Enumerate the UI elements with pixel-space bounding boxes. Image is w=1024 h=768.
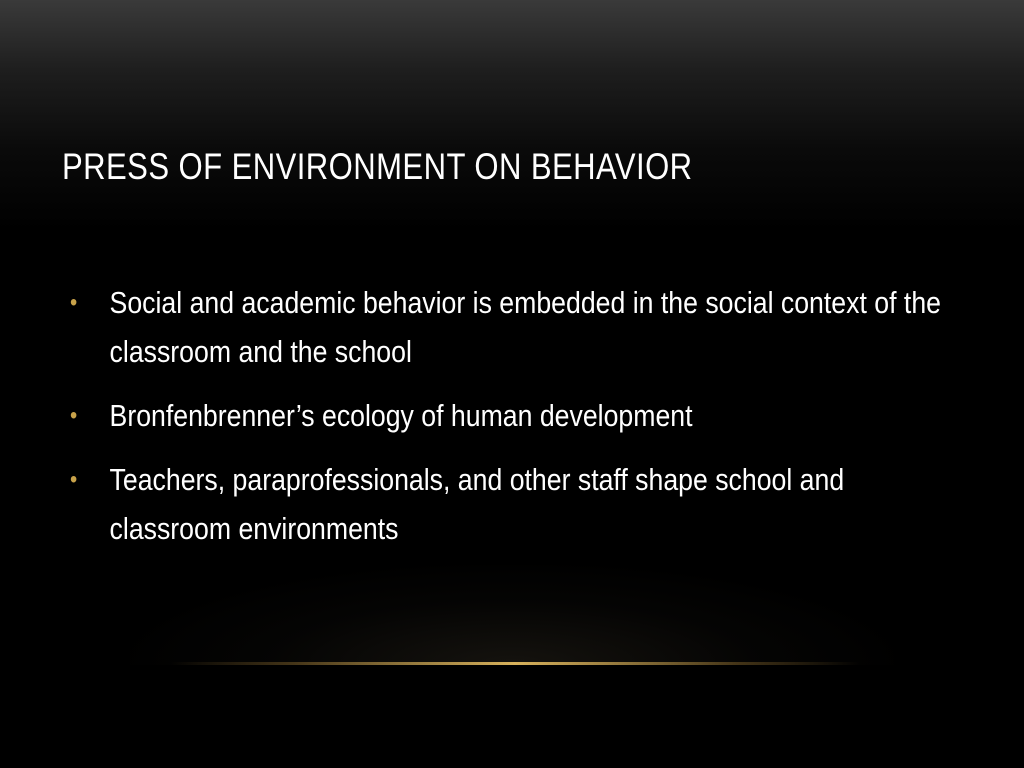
slide-title: PRESS OF ENVIRONMENT ON BEHAVIOR: [62, 146, 693, 187]
bullet-text: Bronfenbrenner’s ecology of human development: [109, 398, 693, 433]
bullet-text: Social and academic behavior is embedded in the social context of the classroom and the school: [109, 285, 941, 369]
gold-divider-line: [170, 662, 860, 665]
bullet-item: [70, 278, 964, 376]
bullet-dot-icon: •: [70, 466, 78, 493]
floor-glow-decoration: [130, 565, 894, 665]
bullet-item: [70, 391, 964, 440]
bullet-dot-icon: •: [70, 289, 78, 316]
bullet-list: [70, 278, 964, 568]
bullet-item: [70, 455, 964, 553]
bullet-text: Teachers, paraprofessionals, and other staff shape school and classroom environments: [109, 462, 845, 546]
bullet-dot-icon: •: [70, 402, 78, 429]
